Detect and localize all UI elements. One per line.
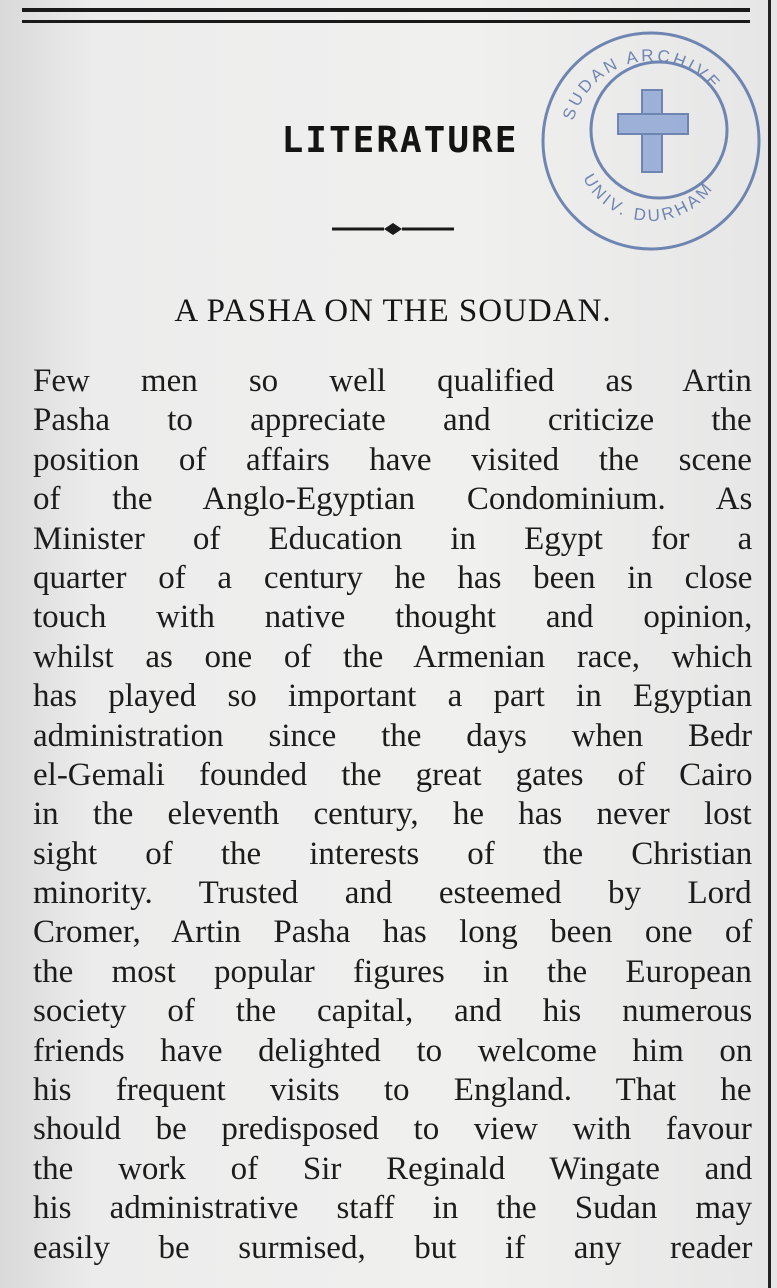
article-line: his administrative staff in the Sudan may xyxy=(33,1190,753,1227)
article-line: position of affairs have visited the scene xyxy=(33,441,752,478)
article-line: quarter of a century he has been in close xyxy=(33,559,753,596)
article-line: Cromer, Artin Pasha has long been one of xyxy=(33,914,753,951)
top-rule-thick xyxy=(22,8,750,12)
top-rule-thin xyxy=(22,20,750,23)
article-line: Few men so well qualified as Artin xyxy=(33,363,752,399)
article-line: minority. Trusted and esteemed by Lord xyxy=(33,875,752,912)
article-headline: A PASHA ON THE SOUDAN. xyxy=(174,293,612,329)
article-line: in the eleventh century, he has never lost xyxy=(33,796,752,833)
article-line: sight of the interests of the Christian xyxy=(33,835,753,872)
archive-stamp xyxy=(538,28,764,254)
stamp-top-text: SUDAN ARCHIVE xyxy=(559,45,726,123)
article-line: society of the capital, and his numerous xyxy=(33,993,753,1030)
article-line: has played so important a part in Egyptian xyxy=(33,678,753,715)
article-line: Pasha to appreciate and criticize the xyxy=(33,402,752,439)
section-title: LITERATURE xyxy=(281,120,519,161)
article-line: administration since the days when Bedr xyxy=(33,717,753,754)
article-line: of the Anglo-Egyptian Condominium. As xyxy=(33,481,753,518)
article-line: friends have delighted to welcome him on xyxy=(33,1032,753,1069)
article-line: touch with native thought and opinion, xyxy=(33,599,753,636)
column-edge-rule xyxy=(768,0,771,1288)
article-line: should be predisposed to view with favour xyxy=(33,1111,752,1148)
article-line: Minister of Education in Egypt for a xyxy=(33,520,753,557)
article-line: the most popular figures in the European xyxy=(33,953,752,990)
article-body xyxy=(33,362,752,1268)
article-line: el-Gemali founded the great gates of Cairo xyxy=(33,756,753,793)
stamp-bottom-text: UNIV. DURHAM xyxy=(579,170,718,226)
article-line: easily be surmised, but if any reader xyxy=(33,1229,753,1266)
article-line: his frequent visits to England. That he xyxy=(33,1072,752,1109)
ornament-divider xyxy=(332,221,454,237)
article-line: the work of Sir Reginald Wingate and xyxy=(33,1150,753,1187)
article-line: whilst as one of the Armenian race, which xyxy=(33,638,753,675)
